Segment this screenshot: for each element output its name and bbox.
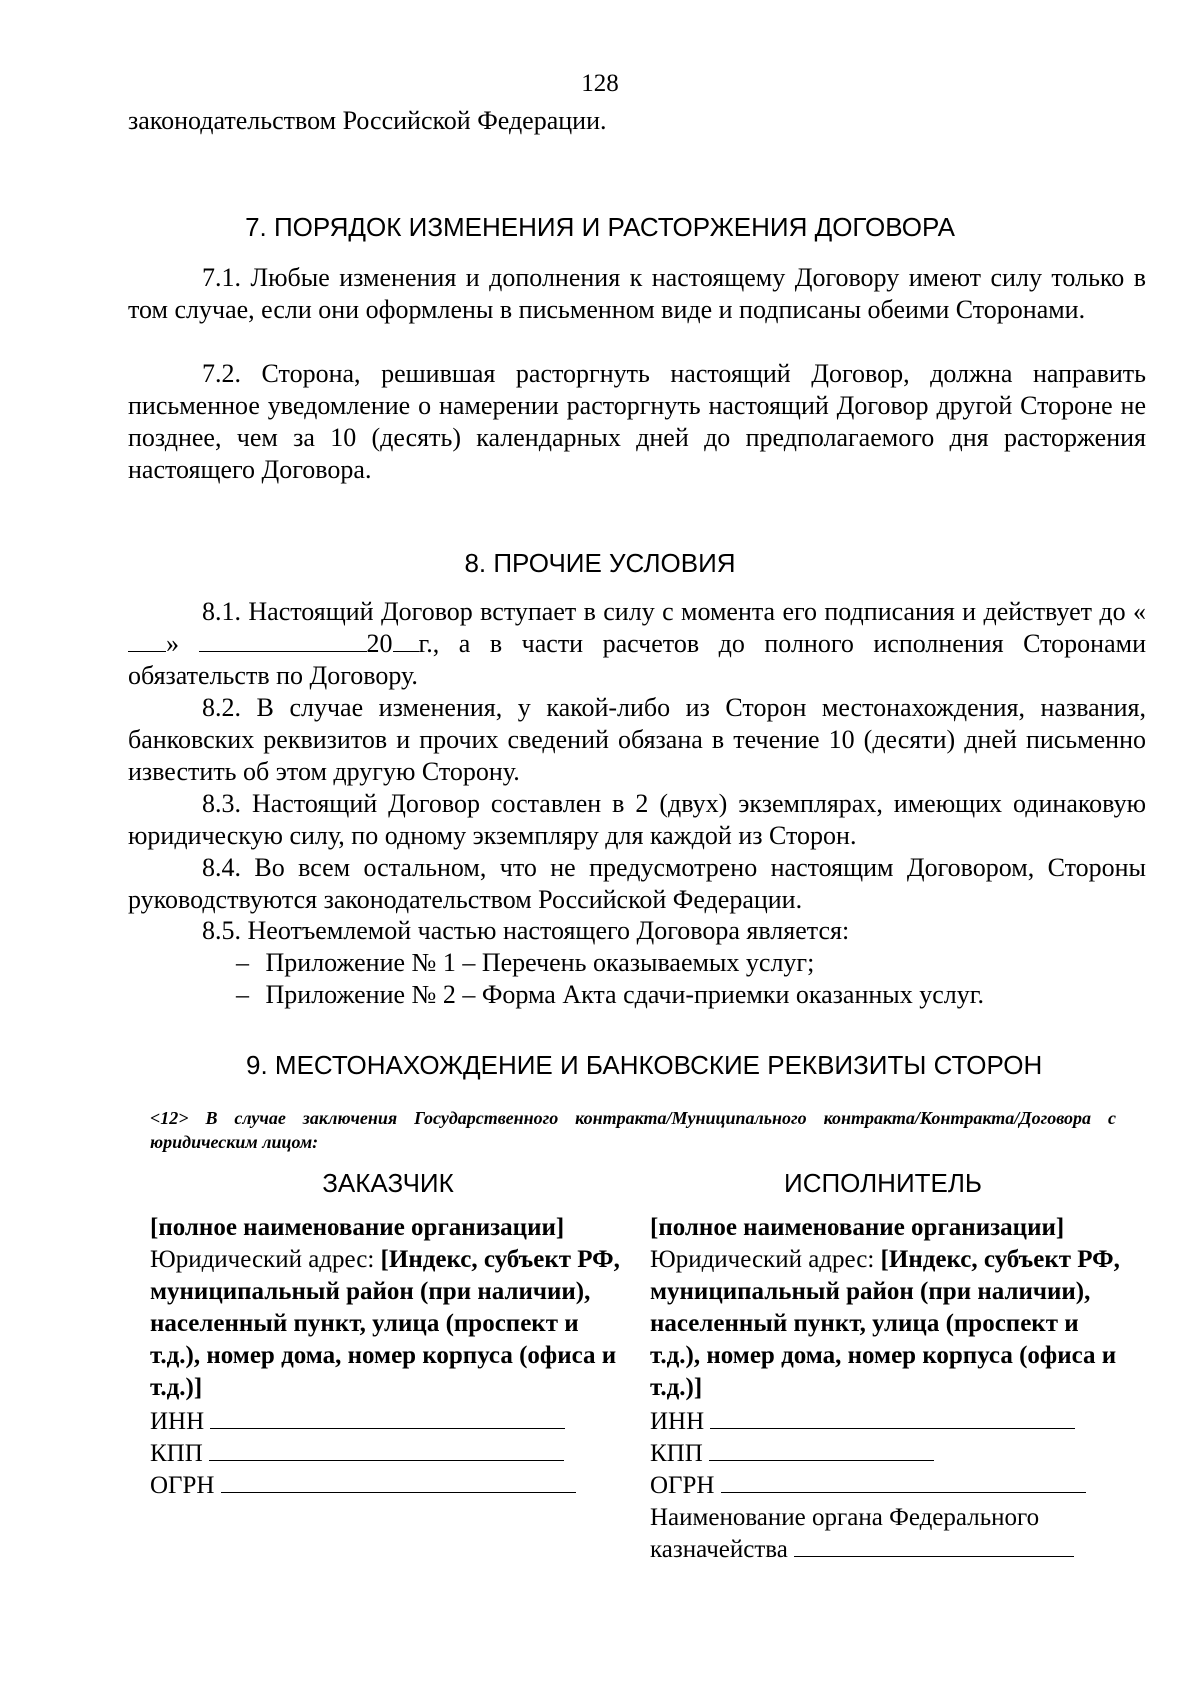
dash-bullet: – — [236, 980, 249, 1009]
footnote-12: <12> В случае заключения Государственного контракта/Муниципального контракта/Контракта/Договора с юридическим лицом: — [150, 1108, 1116, 1152]
list-item — [236, 948, 814, 978]
contractor-treasury-blank[interactable] — [794, 1536, 1074, 1557]
year-blank[interactable] — [393, 629, 419, 652]
contractor-ogrn: ОГРН — [650, 1472, 1086, 1500]
contractor-ogrn-blank[interactable] — [721, 1472, 1086, 1493]
contractor-name: [полное наименование организации] — [650, 1214, 1065, 1241]
section-9-title: 9. МЕСТОНАХОЖДЕНИЕ И БАНКОВСКИЕ РЕКВИЗИТЫ СТОРОН — [246, 1050, 1043, 1080]
customer-kpp: КПП — [150, 1440, 564, 1468]
contractor-heading: ИСПОЛНИТЕЛЬ — [784, 1168, 982, 1198]
contractor-address: Юридический адрес: [Индекс, субъект РФ, муниципальный район (при наличии), населенный пункт, улица (проспект и т.д.), номер дома, номер корпуса (офиса и т.д.)] — [650, 1246, 1120, 1401]
contractor-kpp-blank[interactable] — [709, 1440, 934, 1461]
contractor-details — [650, 1212, 1130, 1404]
contractor-treasury-label: Наименование органа Федерального — [650, 1504, 1040, 1531]
contractor-inn-blank[interactable] — [710, 1408, 1075, 1429]
appendix-2: Приложение № 2 – Форма Акта сдачи-приемки оказанных услуг. — [265, 980, 985, 1009]
list-item — [236, 980, 984, 1010]
contractor-treasury: казначейства — [650, 1536, 1074, 1564]
clause-8-3: 8.3. Настоящий Договор составлен в 2 (двух) экземплярах, имеющих одинаковую юридическую силу, по одному экземпляру для каждой из Сторон. — [128, 789, 1146, 850]
customer-ogrn-blank[interactable] — [221, 1472, 576, 1493]
contractor-kpp: КПП — [650, 1440, 934, 1468]
clause-8-2: 8.2. В случае изменения, у какой-либо из Сторон местонахождения, названия, банковских реквизитов и прочих сведений обязана в течение 10 (десяти) дней письменно известить об этом другую Сторону. — [128, 693, 1146, 786]
section-8-title: 8. ПРОЧИЕ УСЛОВИЯ — [464, 548, 736, 578]
contractor-inn: ИНН — [650, 1408, 1075, 1436]
customer-inn: ИНН — [150, 1408, 565, 1436]
clause-8-5: 8.5. Неотъемлемой частью настоящего Договора является: — [202, 916, 850, 945]
page-number: 128 — [581, 70, 619, 97]
clause-8-1-text-a: 8.1. Настоящий Договор вступает в силу с момента его подписания и действует до « — [202, 597, 1146, 626]
customer-inn-blank[interactable] — [210, 1408, 565, 1429]
clause-8-1-text-b: » — [166, 629, 179, 658]
clause-7-2: 7.2. Сторона, решившая расторгнуть настоящий Договор, должна направить письменное уведомление о намерении расторгнуть настоящий Договор другой Стороне не позднее, чем за 10 (десять) календарных дней до предполагаемого дня расторжения настоящего Договора. — [128, 359, 1146, 484]
clause-8-1 — [128, 596, 1146, 692]
customer-ogrn: ОГРН — [150, 1472, 576, 1500]
intro-line: законодательством Российской Федерации. — [128, 106, 607, 135]
section-7-title: 7. ПОРЯДОК ИЗМЕНЕНИЯ И РАСТОРЖЕНИЯ ДОГОВОРА — [245, 212, 955, 242]
clause-8-4: 8.4. Во всем остальном, что не предусмотрено настоящим Договором, Стороны руководствуются законодательством Российской Федерации. — [128, 853, 1146, 914]
customer-heading: ЗАКАЗЧИК — [322, 1168, 454, 1198]
clause-8-1-text-c: г., а в части расчетов до полного исполнения Сторонами обязательств по Договору. — [128, 629, 1146, 690]
appendix-1: Приложение № 1 – Перечень оказываемых услуг; — [265, 948, 815, 977]
customer-details — [150, 1212, 630, 1404]
month-blank[interactable] — [199, 629, 367, 652]
day-blank[interactable] — [128, 629, 166, 652]
customer-name: [полное наименование организации] — [150, 1214, 565, 1241]
dash-bullet: – — [236, 948, 249, 977]
customer-kpp-blank[interactable] — [209, 1440, 564, 1461]
customer-address: Юридический адрес: [Индекс, субъект РФ, муниципальный район (при наличии), населенный пункт, улица (проспект и т.д.), номер дома, номер корпуса (офиса и т.д.)] — [150, 1246, 620, 1401]
clause-8-1-year: 20 — [366, 629, 393, 658]
clause-7-1: 7.1. Любые изменения и дополнения к настоящему Договору имеют силу только в том случае, если они оформлены в письменном виде и подписаны обеими Сторонами. — [128, 263, 1146, 324]
